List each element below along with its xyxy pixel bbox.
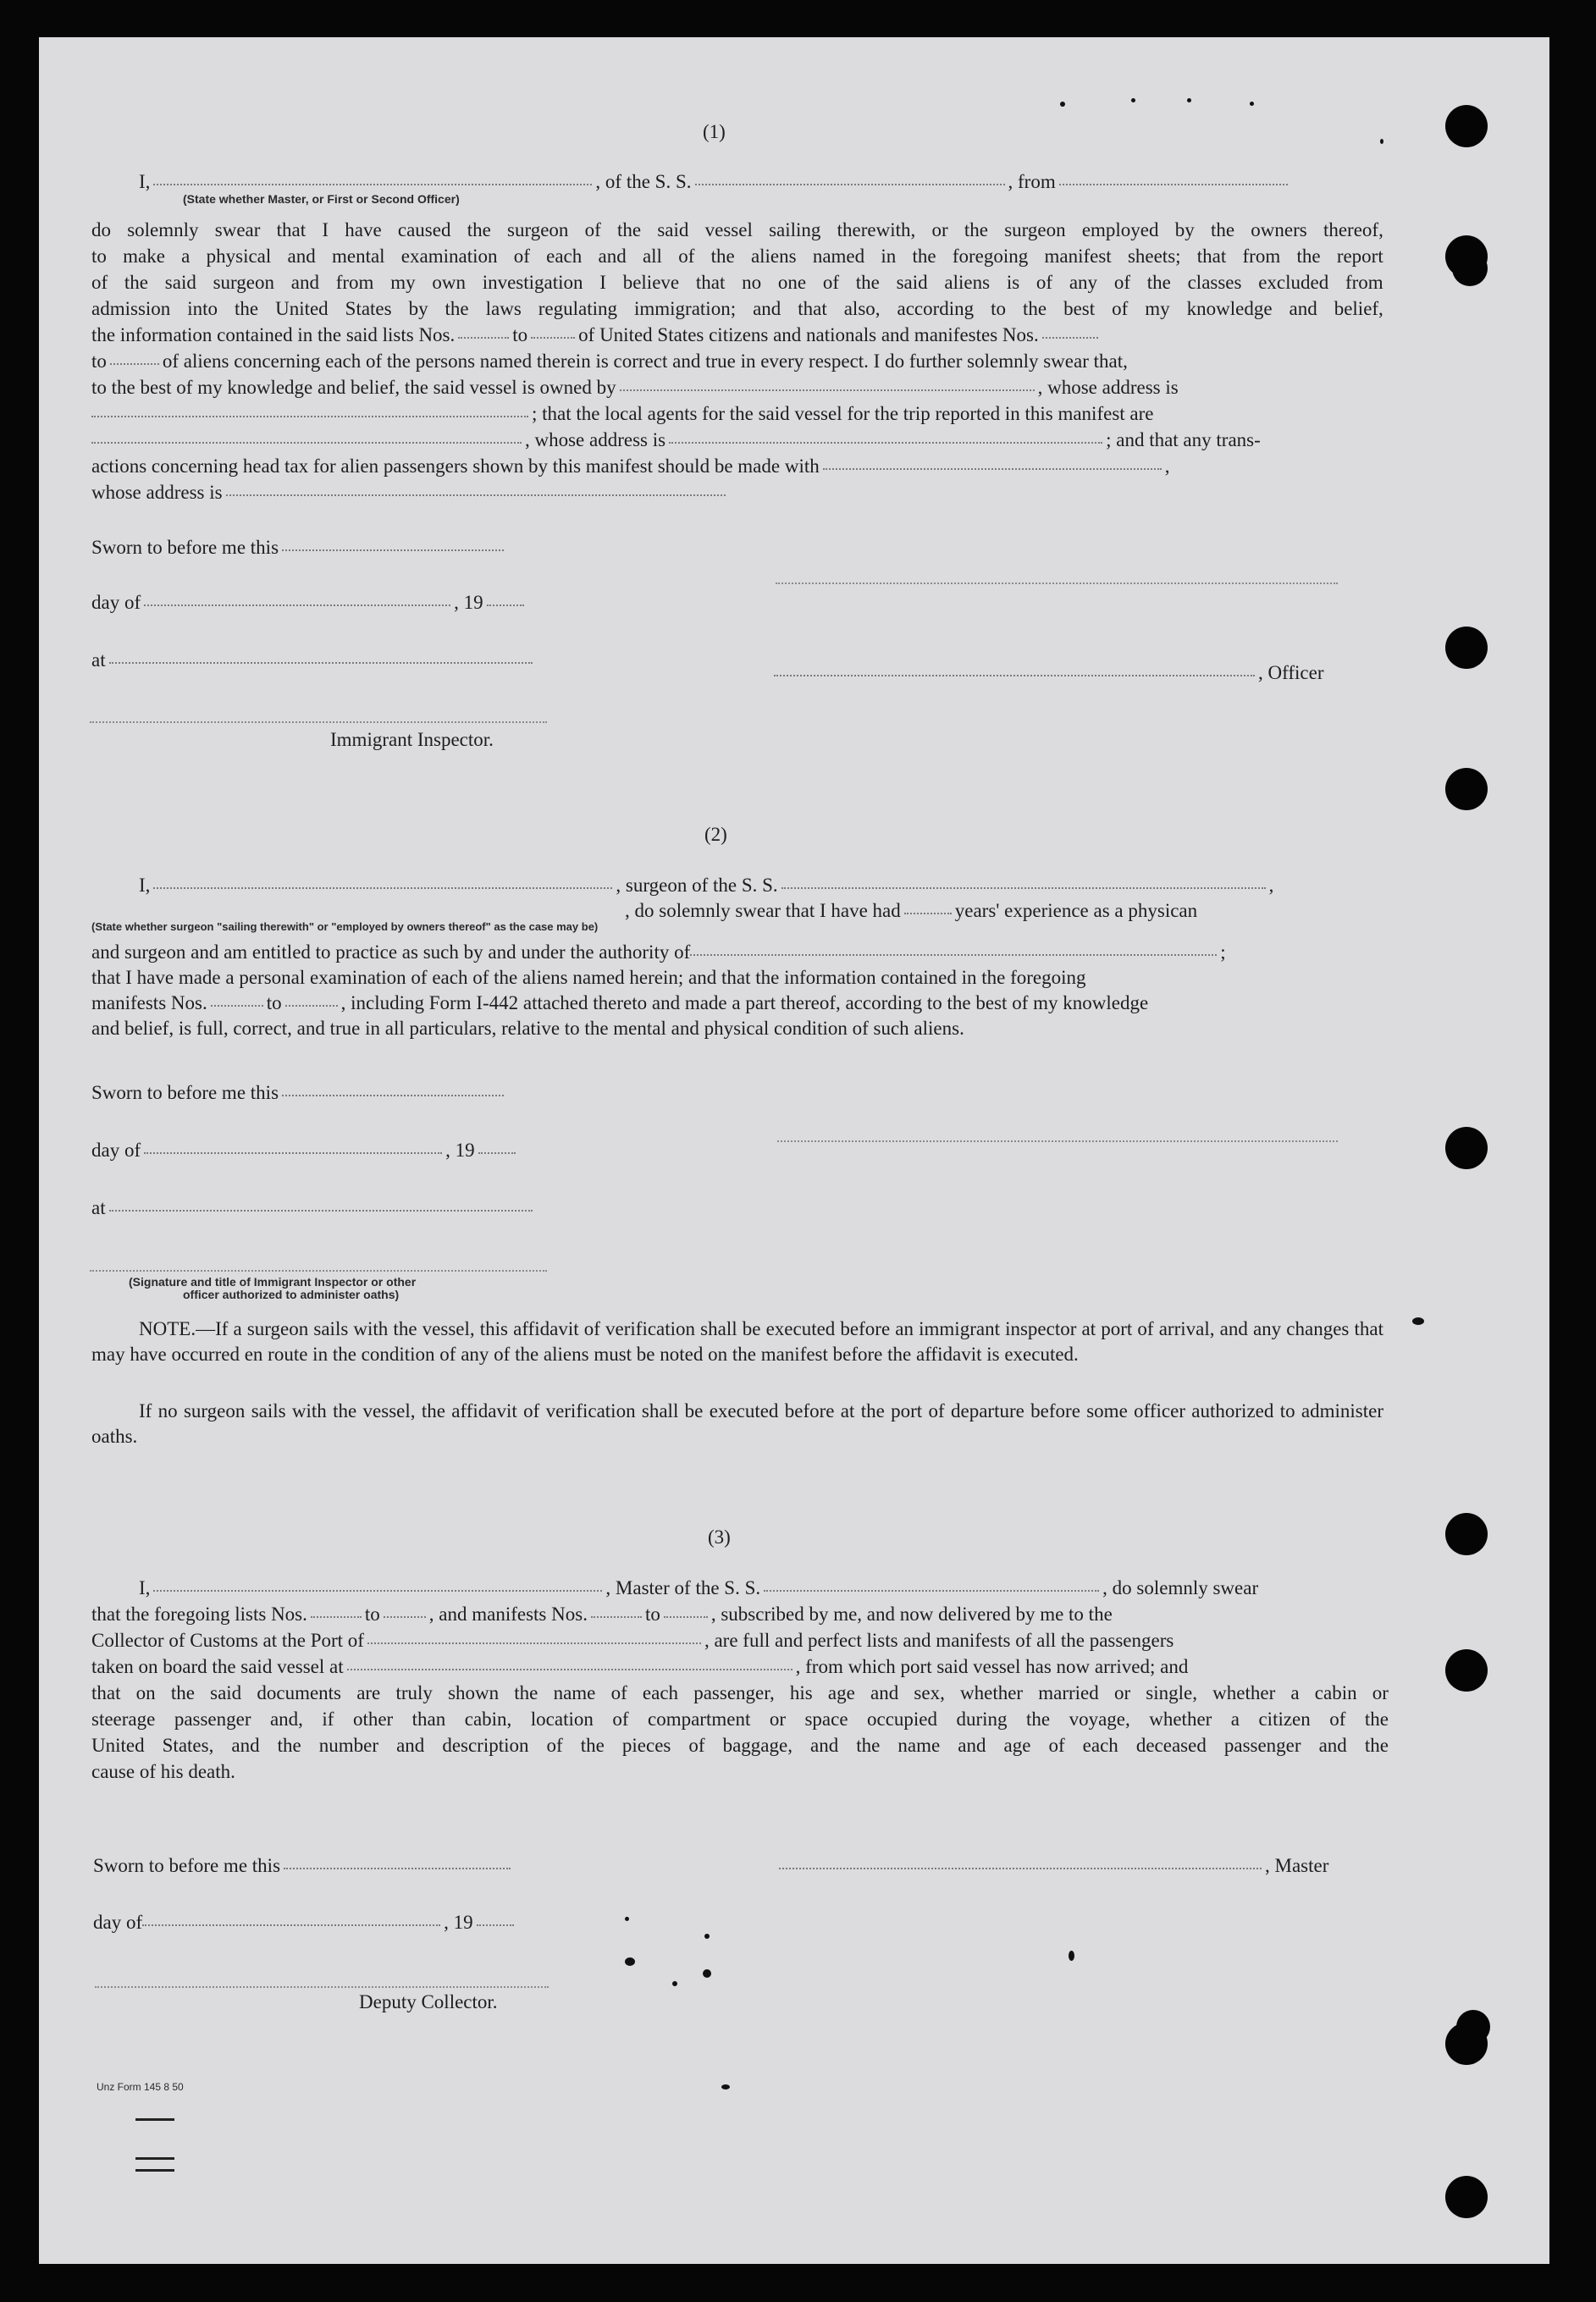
punch-hole — [1445, 627, 1488, 669]
s2-line-i: I, , surgeon of the S. S. , — [139, 875, 1274, 896]
s3-vessel-field[interactable] — [764, 1590, 1099, 1592]
s2-manifests-from-field[interactable] — [211, 1005, 263, 1007]
s1-actions-line: actions concerning head tax for alien passengers shown by this manifest should be made with , — [91, 455, 1170, 477]
s2-swear-line: , do solemnly swear that I have had years' experience as a physican — [625, 900, 1198, 921]
s3-port-field[interactable] — [367, 1642, 701, 1644]
s3-master-name-field[interactable] — [153, 1590, 602, 1592]
s3-sworn-date-field[interactable] — [284, 1868, 511, 1869]
s3-day-field[interactable] — [142, 1924, 440, 1926]
form-id: Unz Form 145 8 50 — [97, 2081, 184, 2093]
s1-agents-address-field[interactable] — [669, 442, 1102, 444]
s2-signature-line[interactable] — [777, 1140, 1338, 1142]
s3-body-line-2: United States, and the number and description of the pieces of baggage, and the name and age of each deceased passenger and the — [91, 1735, 1389, 1756]
s2-authority-field[interactable] — [690, 954, 1217, 956]
s1-at-line: at — [91, 648, 536, 673]
stray-mark — [135, 2169, 174, 2172]
s2-belief-line: and belief, is full, correct, and true in all particulars, relative to the mental and physical condition of such aliens. — [91, 1018, 964, 1039]
punch-hole — [1445, 1127, 1488, 1169]
punch-hole — [1445, 105, 1488, 147]
s3-day-line: day of , 19 — [93, 1910, 517, 1935]
s1-tax-agent-field[interactable] — [823, 468, 1162, 470]
speck — [721, 2084, 730, 2089]
s2-surgeon-name-field[interactable] — [153, 887, 612, 889]
s2-inspector-signature-line[interactable] — [90, 1270, 547, 1272]
s2-authority-line: and surgeon and am entitled to practice as such by and under the authority of ; — [91, 941, 1226, 963]
punch-hole — [1452, 251, 1488, 286]
s2-examination-line: that I have made a personal examination of each of the aliens named herein; and that the information contained in the foregoing — [91, 967, 1086, 988]
s3-year-field[interactable] — [477, 1924, 514, 1926]
section-3-number: (3) — [708, 1526, 731, 1548]
s2-day-line: day of , 19 — [91, 1138, 519, 1163]
s3-manifests-to-field[interactable] — [664, 1616, 708, 1618]
speck — [703, 1969, 711, 1978]
s3-master-signature-field[interactable] — [779, 1868, 1262, 1869]
s1-officer-line: , Officer — [774, 660, 1323, 686]
stray-mark — [135, 2157, 174, 2160]
s3-departure-port-field[interactable] — [347, 1669, 792, 1670]
s1-manifests-from-field[interactable] — [1042, 337, 1098, 339]
s1-line-i: I, , of the S. S. , from — [139, 169, 1291, 195]
speck — [704, 1934, 710, 1939]
speck — [672, 1981, 677, 1986]
s1-lists-to-field[interactable] — [531, 337, 575, 339]
speck — [1380, 139, 1383, 144]
s1-day-line: day of , 19 — [91, 590, 527, 616]
s3-manifests-from-field[interactable] — [591, 1616, 642, 1618]
s1-agents-line: ; that the local agents for the said vessel for the trip reported in this manifest are — [91, 401, 1153, 427]
section-1-number: (1) — [703, 121, 726, 142]
s2-signature-note-2: officer authorized to administer oaths) — [183, 1288, 400, 1301]
section-2-number: (2) — [704, 824, 727, 845]
speck — [625, 1917, 629, 1921]
punch-hole — [1445, 768, 1488, 810]
speck — [1131, 98, 1135, 102]
s1-tax-agent-address-field[interactable] — [226, 494, 726, 496]
s3-taken-line: taken on board the said vessel at , from which port said vessel has now arrived; and — [91, 1656, 1189, 1677]
stray-mark — [135, 2118, 174, 2121]
s1-info-line: the information contained in the said lists Nos. to of United States citizens and nationals and manifestes Nos. — [91, 323, 1102, 348]
s3-sworn-line: Sworn to before me this — [93, 1853, 514, 1879]
s1-officer-field[interactable] — [153, 184, 592, 185]
s2-manifests-to-field[interactable] — [285, 1005, 338, 1007]
s2-sworn-line: Sworn to before me this — [91, 1080, 507, 1106]
s1-officer-signature-field[interactable] — [774, 675, 1255, 676]
s3-body-line-1: steerage passenger and, if other than cabin, location of compartment or space occupied during the voyage, whether a citizen of the — [91, 1709, 1389, 1730]
speck — [1187, 98, 1191, 102]
s3-body-line-0: that on the said documents are truly shown the name of each passenger, his age and sex, whether married or single, whether a cabin or — [91, 1682, 1389, 1703]
punch-hole — [1445, 1513, 1488, 1555]
s3-collector-line: Collector of Customs at the Port of , are full and perfect lists and manifests of all the passengers — [91, 1630, 1174, 1651]
s1-at-field[interactable] — [109, 662, 533, 664]
s1-vessel-field[interactable] — [695, 184, 1005, 185]
s1-agents-field[interactable] — [91, 442, 522, 444]
s3-lists-to-field[interactable] — [384, 1616, 426, 1618]
s1-year-field[interactable] — [487, 604, 524, 606]
speck — [625, 1957, 635, 1966]
s3-deputy-label: Deputy Collector. — [359, 1991, 498, 2012]
s3-lists-from-field[interactable] — [311, 1616, 362, 1618]
s1-body-line-2: of the said surgeon and from my own investigation I believe that no one of the said aliens is of any of the classes excluded from — [91, 272, 1383, 293]
s2-sworn-date-field[interactable] — [282, 1095, 504, 1096]
speck — [1412, 1317, 1424, 1325]
s2-at-line: at — [91, 1195, 536, 1221]
punch-hole — [1445, 2176, 1488, 2218]
s2-day-field[interactable] — [144, 1152, 442, 1154]
s2-at-field[interactable] — [109, 1210, 533, 1212]
s3-cause-line: cause of his death. — [91, 1761, 235, 1782]
s2-vessel-field[interactable] — [781, 887, 1266, 889]
s2-note-2: If no surgeon sails with the vessel, the affidavit of verification shall be executed before at the port of departure before some officer authorized to administer oaths. — [91, 1400, 1383, 1447]
s1-inspector-label: Immigrant Inspector. — [330, 729, 494, 750]
s2-manifests-line: manifests Nos. to , including Form I-442 attached thereto and made a part thereof, according to the best of my knowledge — [91, 992, 1149, 1013]
s2-surgeon-note: (State whether surgeon "sailing therewith" or "employed by owners thereof" as the case may be) — [91, 920, 599, 933]
speck — [1250, 102, 1254, 106]
punch-hole — [1456, 2010, 1490, 2044]
s3-line-i: I, , Master of the S. S. , do solemnly swear — [139, 1577, 1259, 1598]
s2-year-field[interactable] — [478, 1152, 516, 1154]
s1-signature-line[interactable] — [776, 582, 1338, 584]
form-sheet — [39, 37, 1549, 2264]
speck — [1060, 102, 1065, 107]
s2-note-1: NOTE.—If a surgeon sails with the vessel, this affidavit of verification shall be executed before an immigrant inspector at port of arrival, and any changes that may have occurred en route in the condition of any of the aliens must be noted on the manifest before the affidavit is executed. — [91, 1318, 1383, 1365]
s3-collector-signature-line[interactable] — [95, 1986, 549, 1988]
s3-master-line: , Master — [779, 1853, 1328, 1879]
s1-day-field[interactable] — [144, 604, 450, 606]
s1-sworn-date-field[interactable] — [282, 549, 504, 551]
s1-body-line-1: to make a physical and mental examination of each and all of the aliens named in the foregoing manifest sheets; that from the report — [91, 246, 1383, 267]
s1-owner-field[interactable] — [620, 389, 1035, 391]
s1-whose-address-line: whose address is — [91, 480, 729, 505]
s1-to-line: to of aliens concerning each of the persons named therein is correct and true in every respect. I do further solemnly swear that, — [91, 351, 1128, 372]
s2-signature-note-1: (Signature and title of Immigrant Inspector or other — [129, 1275, 417, 1289]
s1-owner-line: to the best of my knowledge and belief, the said vessel is owned by , whose address is — [91, 377, 1179, 398]
punch-hole — [1445, 1649, 1488, 1692]
s1-from-field[interactable] — [1059, 184, 1288, 185]
s1-inspector-signature-line[interactable] — [90, 721, 547, 723]
s1-agents-address-line: , whose address is ; and that any trans- — [91, 428, 1261, 453]
s2-years-field[interactable] — [904, 913, 952, 914]
s1-body-line-3: admission into the United States by the laws regulating immigration; and that also, according to the best of my knowledge and belief, — [91, 298, 1383, 319]
s1-owner-address-field[interactable] — [91, 416, 528, 417]
speck — [1069, 1951, 1074, 1961]
s1-sworn-line: Sworn to before me this — [91, 535, 507, 560]
s1-body-line-0: do solemnly swear that I have caused the surgeon of the said vessel sailing therewith, or the surgeon employed by the owners thereof, — [91, 219, 1383, 240]
s1-lists-from-field[interactable] — [458, 337, 509, 339]
s3-lists-line: that the foregoing lists Nos. to , and manifests Nos. to , subscribed by me, and now delivered by me to the — [91, 1604, 1113, 1625]
s1-manifests-to-field[interactable] — [110, 363, 159, 365]
s1-officer-note: (State whether Master, or First or Second Officer) — [183, 192, 460, 206]
